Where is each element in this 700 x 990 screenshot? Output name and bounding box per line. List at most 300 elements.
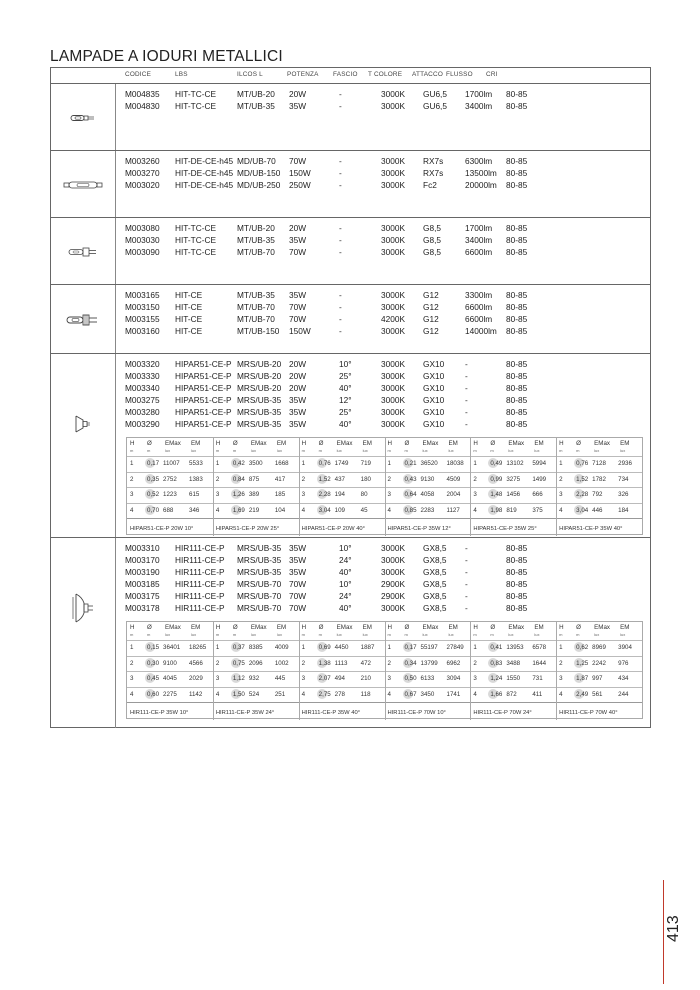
- col-header: Ø: [318, 440, 324, 447]
- cell-lbs: HIR111-CE-P: [175, 603, 225, 613]
- cell-power: 20W: [289, 89, 307, 99]
- cell-power: 20W: [289, 371, 307, 381]
- col-header: H: [130, 440, 135, 447]
- photometric-value: 9100: [163, 659, 177, 667]
- col-unit: lux: [165, 632, 171, 637]
- cell-ilcos: MT/UB-35: [237, 235, 275, 245]
- photometric-value: 1499: [532, 475, 547, 483]
- cell-flux: -: [465, 579, 468, 589]
- photometric-value: 4009: [274, 644, 289, 651]
- col-unit: m: [147, 632, 151, 637]
- col-unit: m: [404, 448, 408, 453]
- cell-lbs: HIT-CE: [175, 302, 203, 312]
- cell-base: GX8,5: [423, 555, 447, 565]
- cell-code: M003090: [125, 247, 160, 257]
- photometric-value: 2242: [592, 659, 606, 667]
- cell-color-temp: 3000K: [381, 407, 405, 417]
- col-header: H: [301, 440, 307, 447]
- photometric-value: 1: [130, 460, 134, 467]
- col-unit: lux: [620, 632, 626, 637]
- col-header: EMax: [336, 440, 353, 447]
- header-color-temp: T COLORE: [368, 71, 403, 78]
- photometric-value: 80: [360, 491, 368, 498]
- photometric-value: 0,50: [404, 675, 417, 682]
- photometric-value: 4: [301, 506, 306, 514]
- col-unit: m: [576, 448, 580, 453]
- product-row: [51, 235, 650, 247]
- product-group: [51, 218, 650, 285]
- photometric-value: 4450: [334, 644, 349, 651]
- cell-power: 70W: [289, 247, 307, 257]
- cell-code: M003150: [125, 302, 160, 312]
- cell-color-temp: 3000K: [381, 302, 405, 312]
- photometric-value: 2283: [420, 506, 435, 514]
- cell-flux: 1700lm: [465, 223, 493, 233]
- cell-lbs: HIR111-CE-P: [175, 579, 225, 589]
- block-divider: [299, 622, 300, 720]
- col-header: EM: [448, 624, 458, 631]
- cell-base: GX10: [423, 359, 445, 369]
- cell-power: 20W: [289, 359, 307, 369]
- col-header: H: [387, 440, 392, 447]
- product-row: [51, 156, 650, 168]
- photometric-value: 4: [387, 690, 391, 698]
- cell-code: M003175: [125, 591, 160, 601]
- cell-flux: 20000lm: [465, 180, 497, 190]
- cell-beam: -: [339, 180, 342, 190]
- cell-base: GX10: [423, 371, 445, 381]
- cell-base: G12: [423, 302, 439, 312]
- photometric-value: 2: [387, 659, 391, 667]
- cell-flux: 1700lm: [465, 89, 493, 99]
- photometric-value: 0,43: [404, 475, 417, 483]
- photometric-value: 1: [301, 644, 306, 651]
- cell-beam: -: [339, 168, 342, 178]
- cell-base: G12: [423, 314, 439, 324]
- cell-code: M003185: [125, 579, 160, 589]
- cell-flux: -: [465, 383, 468, 393]
- cell-cri: 80-85: [506, 383, 528, 393]
- cell-beam: 24°: [339, 591, 352, 601]
- cell-flux: -: [465, 395, 468, 405]
- cell-power: 35W: [289, 567, 307, 577]
- cell-flux: -: [465, 603, 468, 613]
- cell-ilcos: MT/UB-35: [237, 101, 275, 111]
- col-unit: lux: [165, 448, 171, 453]
- cell-cri: 80-85: [506, 302, 528, 312]
- col-header: EM: [362, 624, 372, 631]
- cell-base: RX7s: [423, 156, 444, 166]
- photometric-value: 1: [387, 460, 391, 467]
- photometric-value: 1: [559, 644, 563, 651]
- product-row: [51, 579, 650, 591]
- photometric-value: 210: [360, 675, 371, 682]
- photometric-value: 2096: [248, 659, 263, 667]
- col-unit: m: [232, 448, 237, 453]
- cell-color-temp: 3000K: [381, 223, 405, 233]
- photometric-value: 3,04: [318, 506, 331, 514]
- photometric-value: 2,49: [576, 690, 589, 698]
- photometric-value: 792: [592, 491, 603, 498]
- photometric-value: 615: [189, 491, 200, 498]
- col-unit: lux: [448, 448, 454, 453]
- product-row: [51, 543, 650, 555]
- page-number: 413: [665, 915, 682, 942]
- cell-beam: 40°: [339, 419, 352, 429]
- cell-cri: 80-85: [506, 235, 528, 245]
- photometric-value: 4: [473, 690, 477, 698]
- header-power: POTENZA: [287, 71, 319, 78]
- cell-power: 70W: [289, 314, 307, 324]
- photometric-value: 7128: [592, 460, 606, 467]
- photometric-value: 389: [248, 491, 260, 498]
- photometric-value: 1127: [446, 506, 460, 514]
- col-header: H: [301, 624, 307, 631]
- product-group: [51, 84, 650, 151]
- col-header: Ø: [576, 624, 581, 631]
- col-unit: m: [318, 632, 322, 637]
- photometric-value: 1456: [506, 491, 521, 498]
- cell-color-temp: 3000K: [381, 101, 405, 111]
- photometric-value: 3450: [420, 690, 435, 698]
- cell-power: 35W: [289, 395, 307, 405]
- photometric-table: [126, 437, 643, 535]
- cell-lbs: HIPAR51-CE-P: [175, 371, 232, 381]
- photometric-value: 997: [592, 675, 603, 682]
- cell-cri: 80-85: [506, 371, 528, 381]
- col-unit: m: [215, 448, 220, 453]
- cell-cri: 80-85: [506, 555, 528, 565]
- cell-cri: 80-85: [506, 180, 528, 190]
- cell-cri: 80-85: [506, 543, 528, 553]
- photometric-value: 6578: [532, 644, 547, 651]
- col-unit: m: [130, 632, 134, 637]
- col-unit: m: [215, 632, 220, 637]
- cell-cri: 80-85: [506, 89, 528, 99]
- cell-beam: 25°: [339, 371, 352, 381]
- col-unit: m: [473, 448, 477, 453]
- cell-color-temp: 3000K: [381, 180, 405, 190]
- photometric-value: 3: [130, 491, 134, 498]
- block-label: HIR111-CE-P 70W 10°: [387, 710, 446, 716]
- photometric-value: 375: [532, 506, 543, 514]
- photometric-value: 109: [334, 506, 345, 514]
- col-header: EM: [191, 624, 201, 631]
- photometric-value: 2004: [446, 491, 461, 498]
- photometric-value: 1,66: [490, 690, 503, 698]
- col-unit: lux: [276, 448, 282, 453]
- product-row: [51, 302, 650, 314]
- cell-cri: 80-85: [506, 567, 528, 577]
- cell-color-temp: 3000K: [381, 326, 405, 336]
- photometric-value: 0,45: [147, 675, 160, 682]
- col-header: EMax: [508, 624, 525, 631]
- cell-color-temp: 4200K: [381, 314, 405, 324]
- photometric-value: 3: [559, 675, 563, 682]
- cell-code: M003190: [125, 567, 160, 577]
- photometric-value: 1,52: [576, 475, 589, 483]
- photometric-value: 0,85: [404, 506, 417, 514]
- header-beam: FASCIO: [333, 71, 358, 78]
- product-row: [51, 603, 650, 615]
- cell-cri: 80-85: [506, 290, 528, 300]
- cell-base: GX8,5: [423, 567, 447, 577]
- block-divider: [470, 622, 471, 720]
- photometric-value: 36401: [163, 644, 181, 651]
- cell-beam: 40°: [339, 567, 352, 577]
- cell-beam: -: [339, 326, 342, 336]
- cell-color-temp: 3000K: [381, 543, 405, 553]
- photometric-value: 4045: [163, 675, 177, 682]
- photometric-value: 2: [215, 475, 220, 483]
- cell-beam: -: [339, 156, 342, 166]
- cell-beam: 40°: [339, 603, 352, 613]
- photometric-value: 4: [130, 690, 134, 698]
- photometric-value: 1,38: [318, 659, 331, 667]
- cell-ilcos: MD/UB-150: [237, 168, 281, 178]
- col-header: EMax: [594, 624, 610, 631]
- cell-flux: 3400lm: [465, 101, 493, 111]
- cell-code: M004835: [125, 89, 160, 99]
- col-unit: m: [232, 632, 237, 637]
- cell-flux: 3300lm: [465, 290, 493, 300]
- photometric-value: 1749: [334, 460, 349, 467]
- photometric-value: 731: [532, 675, 543, 682]
- cell-lbs: HIT-TC-CE: [175, 89, 217, 99]
- cell-ilcos: MT/UB-20: [237, 89, 275, 99]
- photometric-value: 0,84: [232, 475, 245, 483]
- col-header: EM: [534, 440, 544, 447]
- block-divider: [556, 438, 557, 536]
- col-header: EMax: [250, 624, 267, 631]
- photometric-value: 4: [559, 690, 563, 698]
- photometric-value: 2: [130, 659, 134, 667]
- photometric-value: 3: [559, 491, 563, 498]
- photometric-value: 3,04: [576, 506, 589, 514]
- cell-beam: -: [339, 290, 342, 300]
- cell-ilcos: MRS/UB-35: [237, 555, 282, 565]
- photometric-value: 1668: [274, 460, 289, 467]
- cell-code: M003290: [125, 419, 160, 429]
- photometric-value: 1,87: [576, 675, 589, 682]
- photometric-value: 4509: [446, 475, 461, 483]
- cell-code: M003170: [125, 555, 160, 565]
- photometric-value: 4: [301, 690, 306, 698]
- photometric-value: 2: [473, 475, 477, 483]
- photometric-value: 2275: [163, 690, 177, 698]
- col-unit: lux: [508, 632, 514, 637]
- cell-color-temp: 3000K: [381, 567, 405, 577]
- cell-beam: -: [339, 247, 342, 257]
- photometric-value: 5994: [532, 460, 547, 467]
- cell-ilcos: MT/UB-70: [237, 302, 275, 312]
- photometric-value: 0,30: [147, 659, 160, 667]
- cell-ilcos: MRS/UB-20: [237, 359, 282, 369]
- photometric-value: 0,70: [147, 506, 160, 514]
- cell-lbs: HIR111-CE-P: [175, 567, 225, 577]
- photometric-value: 251: [274, 690, 286, 698]
- cell-flux: -: [465, 407, 468, 417]
- photometric-value: 932: [248, 675, 260, 682]
- cell-flux: -: [465, 591, 468, 601]
- photometric-value: 4: [387, 506, 391, 514]
- col-unit: lux: [508, 448, 514, 453]
- col-unit: m: [559, 448, 563, 453]
- photometric-value: 0,35: [147, 475, 160, 483]
- photometric-value: 55197: [420, 644, 438, 651]
- cell-flux: 13500lm: [465, 168, 497, 178]
- photometric-value: 1: [215, 644, 220, 651]
- photometric-value: 3: [301, 675, 306, 682]
- block-label: HIR111-CE-P 70W 40°: [559, 710, 618, 716]
- cell-base: RX7s: [423, 168, 444, 178]
- photometric-value: 561: [592, 690, 603, 698]
- photometric-value: 437: [334, 475, 345, 483]
- col-header: EMax: [165, 440, 181, 447]
- col-unit: m: [130, 448, 134, 453]
- cell-cri: 80-85: [506, 247, 528, 257]
- photometric-value: 445: [274, 675, 286, 682]
- col-header: Ø: [490, 440, 496, 447]
- photometric-value: 1: [130, 644, 134, 651]
- col-unit: lux: [336, 632, 342, 637]
- photometric-value: 4058: [420, 491, 435, 498]
- photometric-value: 104: [274, 506, 286, 514]
- cell-base: GX10: [423, 395, 445, 405]
- col-header: EM: [620, 440, 630, 447]
- cell-base: GX8,5: [423, 579, 447, 589]
- photometric-value: 8385: [248, 644, 263, 651]
- photometric-value: 524: [248, 690, 260, 698]
- product-row: [51, 567, 650, 579]
- cell-ilcos: MD/UB-70: [237, 156, 276, 166]
- col-unit: lux: [594, 448, 600, 453]
- cell-cri: 80-85: [506, 579, 528, 589]
- cell-lbs: HIT-TC-CE: [175, 101, 217, 111]
- photometric-value: 36520: [420, 460, 438, 467]
- photometric-value: 976: [618, 659, 629, 667]
- col-unit: m: [301, 632, 305, 637]
- photometric-value: 1,50: [232, 690, 245, 698]
- product-row: [51, 371, 650, 383]
- photometric-value: 13799: [420, 659, 438, 667]
- cell-cri: 80-85: [506, 395, 528, 405]
- photometric-value: 411: [532, 690, 543, 698]
- photometric-value: 0,99: [490, 475, 503, 483]
- photometric-value: 0,75: [232, 659, 245, 667]
- product-row: [51, 247, 650, 259]
- product-row: [51, 407, 650, 419]
- cell-flux: 6600lm: [465, 314, 493, 324]
- photometric-value: 688: [163, 506, 174, 514]
- cell-beam: 40°: [339, 383, 352, 393]
- cell-beam: -: [339, 89, 342, 99]
- col-header: Ø: [147, 440, 152, 447]
- cell-lbs: HIT-CE: [175, 314, 203, 324]
- photometric-value: 0,76: [576, 460, 589, 467]
- cell-color-temp: 3000K: [381, 89, 405, 99]
- cell-color-temp: 3000K: [381, 419, 405, 429]
- cell-power: 70W: [289, 579, 307, 589]
- col-unit: m: [301, 448, 305, 453]
- col-unit: lux: [594, 632, 600, 637]
- cell-code: M003270: [125, 168, 160, 178]
- cell-color-temp: 3000K: [381, 603, 405, 613]
- cell-power: 150W: [289, 326, 311, 336]
- cell-base: G8,5: [423, 223, 441, 233]
- col-unit: m: [387, 632, 391, 637]
- cell-flux: -: [465, 555, 468, 565]
- photometric-value: 4566: [189, 659, 203, 667]
- cell-color-temp: 3000K: [381, 555, 405, 565]
- cell-lbs: HIPAR51-CE-P: [175, 383, 232, 393]
- photometric-value: 1142: [189, 690, 203, 698]
- photometric-value: 1,25: [576, 659, 589, 667]
- product-row: [51, 314, 650, 326]
- cell-lbs: HIR111-CE-P: [175, 591, 225, 601]
- photometric-value: 4: [215, 506, 220, 514]
- photometric-value: 18038: [446, 460, 464, 467]
- col-unit: lux: [422, 448, 428, 453]
- col-unit: lux: [191, 632, 197, 637]
- block-divider: [385, 438, 386, 536]
- photometric-value: 719: [360, 460, 371, 467]
- photometric-value: 875: [248, 475, 260, 483]
- cell-ilcos: MRS/UB-70: [237, 579, 282, 589]
- cell-flux: -: [465, 359, 468, 369]
- cell-lbs: HIT-DE-CE-h45: [175, 180, 234, 190]
- photometric-value: 0,21: [404, 460, 417, 467]
- cell-base: G8,5: [423, 247, 441, 257]
- cell-code: M003020: [125, 180, 160, 190]
- photometric-value: 219: [248, 506, 260, 514]
- photometric-value: 0,37: [232, 644, 245, 651]
- photometric-value: 6133: [420, 675, 435, 682]
- cell-ilcos: MRS/UB-35: [237, 419, 282, 429]
- cell-cri: 80-85: [506, 359, 528, 369]
- col-unit: lux: [191, 448, 197, 453]
- block-divider: [213, 438, 214, 536]
- block-divider: [213, 622, 214, 720]
- cell-flux: 14000lm: [465, 326, 497, 336]
- block-label: HIPAR51-CE-P 20W 25°: [215, 526, 280, 532]
- cell-color-temp: 3000K: [381, 383, 405, 393]
- cell-lbs: HIT-CE: [175, 290, 203, 300]
- col-unit: lux: [620, 448, 626, 453]
- photometric-value: 9130: [420, 475, 435, 483]
- cell-power: 70W: [289, 603, 307, 613]
- header-cri: CRI: [486, 71, 498, 78]
- col-unit: lux: [534, 448, 540, 453]
- col-unit: lux: [276, 632, 282, 637]
- product-row: [51, 290, 650, 302]
- photometric-value: 872: [506, 690, 517, 698]
- photometric-value: 446: [592, 506, 603, 514]
- cell-code: M003310: [125, 543, 160, 553]
- cell-power: 250W: [289, 180, 311, 190]
- photometric-value: 3: [387, 491, 391, 498]
- col-header: EMax: [508, 440, 525, 447]
- photometric-value: 0,60: [147, 690, 160, 698]
- photometric-value: 2: [301, 659, 306, 667]
- cell-color-temp: 3000K: [381, 359, 405, 369]
- photometric-value: 434: [618, 675, 629, 682]
- cell-beam: 10°: [339, 359, 352, 369]
- col-header: Ø: [232, 624, 238, 631]
- block-label: HIPAR51-CE-P 20W 40°: [301, 526, 365, 532]
- cell-ilcos: MRS/UB-35: [237, 567, 282, 577]
- cell-beam: -: [339, 235, 342, 245]
